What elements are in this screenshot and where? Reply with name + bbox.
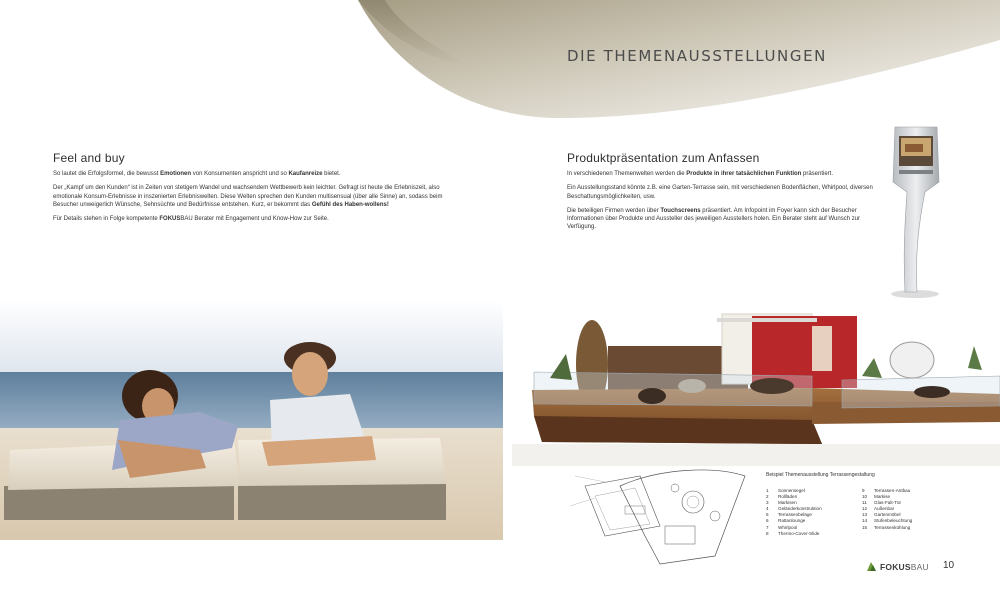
- legend-item: 12 Außenbar: [862, 506, 895, 512]
- legend-item: 3 Markisen: [766, 500, 797, 506]
- feel-and-buy-heading: Feel and buy: [53, 151, 125, 165]
- logo-text-bold: FOKUS: [880, 561, 911, 572]
- themes-paragraph: In verschiedenen Themenwelten werden die Produkte in ihrer tatsächlichen Funktion präsentiert.: [567, 171, 834, 178]
- terrace-exhibit-render: [512, 306, 1000, 466]
- legend-item: 8 Thermo-Cover-Slide: [766, 530, 820, 536]
- legend-item: 15 Terrassenkühlung: [862, 524, 911, 530]
- legend-item: 7 Whirlpool: [766, 524, 798, 530]
- legend-item: 14 Stufenbeleuchtung: [862, 518, 913, 524]
- legend-column-2: [862, 488, 912, 531]
- logo-mark-icon: [866, 561, 877, 572]
- feel-and-buy-section: [53, 151, 443, 229]
- fokusbau-logo: [866, 561, 929, 572]
- header-swoosh-banner: [0, 0, 1000, 140]
- customer-paragraph: Der „Kampf um den Kunden“ ist in Zeiten von stetigem Wandel und wachsendem Wettbewerb kein leichter. Gefragt ist heute die Erlebniszeit, also emotionale Konsum-Erlebnisse in inszenierten Erlebniswelten. Diese Welten sprechen den Kunden multisensual (über alle Sinne) an, sodass beim Besucher unweigerlich Wünsche, Sehnsüchte und Bedürfnisse entstehen. Kurz, er bekommt das Gefühl des Haben-wollens!: [53, 185, 443, 208]
- advisor-paragraph: Für Details stehen in Folge kompetente FOKUSBAU Berater mit Engagement und Know-How zur Seite.: [53, 216, 329, 223]
- legend-item: 5 Terrassenbeläge: [766, 512, 812, 518]
- stand-paragraph: Ein Ausstellungsstand könnte z.B. eine Garten-Terrasse sein, mit verschiedenen Bodenflächen, Whirlpool, diversen Beschattungsmöglichkeiten, usw.: [567, 185, 873, 200]
- logo-text-light: BAU: [910, 561, 929, 572]
- page-title: DIE THEMENAUSSTELLUNGEN: [567, 47, 827, 65]
- legend-title: Beispiel Themenausstellung Terrassengestaltung: [766, 472, 875, 478]
- intro-paragraph: So lautet die Erfolgsformel, die bewusst Emotionen von Konsumenten anspricht und so Kaufanreize bietet.: [53, 171, 341, 178]
- legend-item: 9 Terrassen-Antbau: [862, 488, 911, 493]
- touchscreen-kiosk-image: [885, 122, 945, 300]
- legend-item: 6 Rattanlounge: [766, 518, 806, 524]
- touchscreen-paragraph: Die beteiligen Firmen werden über Touchscreens präsentiert. Am Infopoint im Foyer kann sich der Besucher Informationen über Produkte und Aussteller des jeweiligen Ausstellers holen. Ein Berater steht auf Wunsch zur Verfügung.: [567, 207, 861, 231]
- legend-item: 13 Gartenmöbel: [862, 512, 901, 518]
- legend-column-1: [766, 488, 822, 537]
- couple-on-sunbeds-photo: [0, 300, 503, 540]
- page-number: 10: [943, 560, 955, 571]
- legend-item: 4 Geländerkonstruktion: [766, 506, 822, 512]
- product-presentation-section: [567, 151, 887, 237]
- legend-item: 10 Markise: [862, 494, 891, 500]
- legend-item: 1 Sonnensegel: [766, 488, 805, 493]
- terrace-floor-plan: [565, 466, 755, 566]
- legend-item: 11 Glas-Falt-Tür: [862, 500, 902, 506]
- legend-item: 2 Rollläden: [766, 494, 798, 500]
- product-presentation-heading: Produktpräsentation zum Anfassen: [567, 151, 760, 165]
